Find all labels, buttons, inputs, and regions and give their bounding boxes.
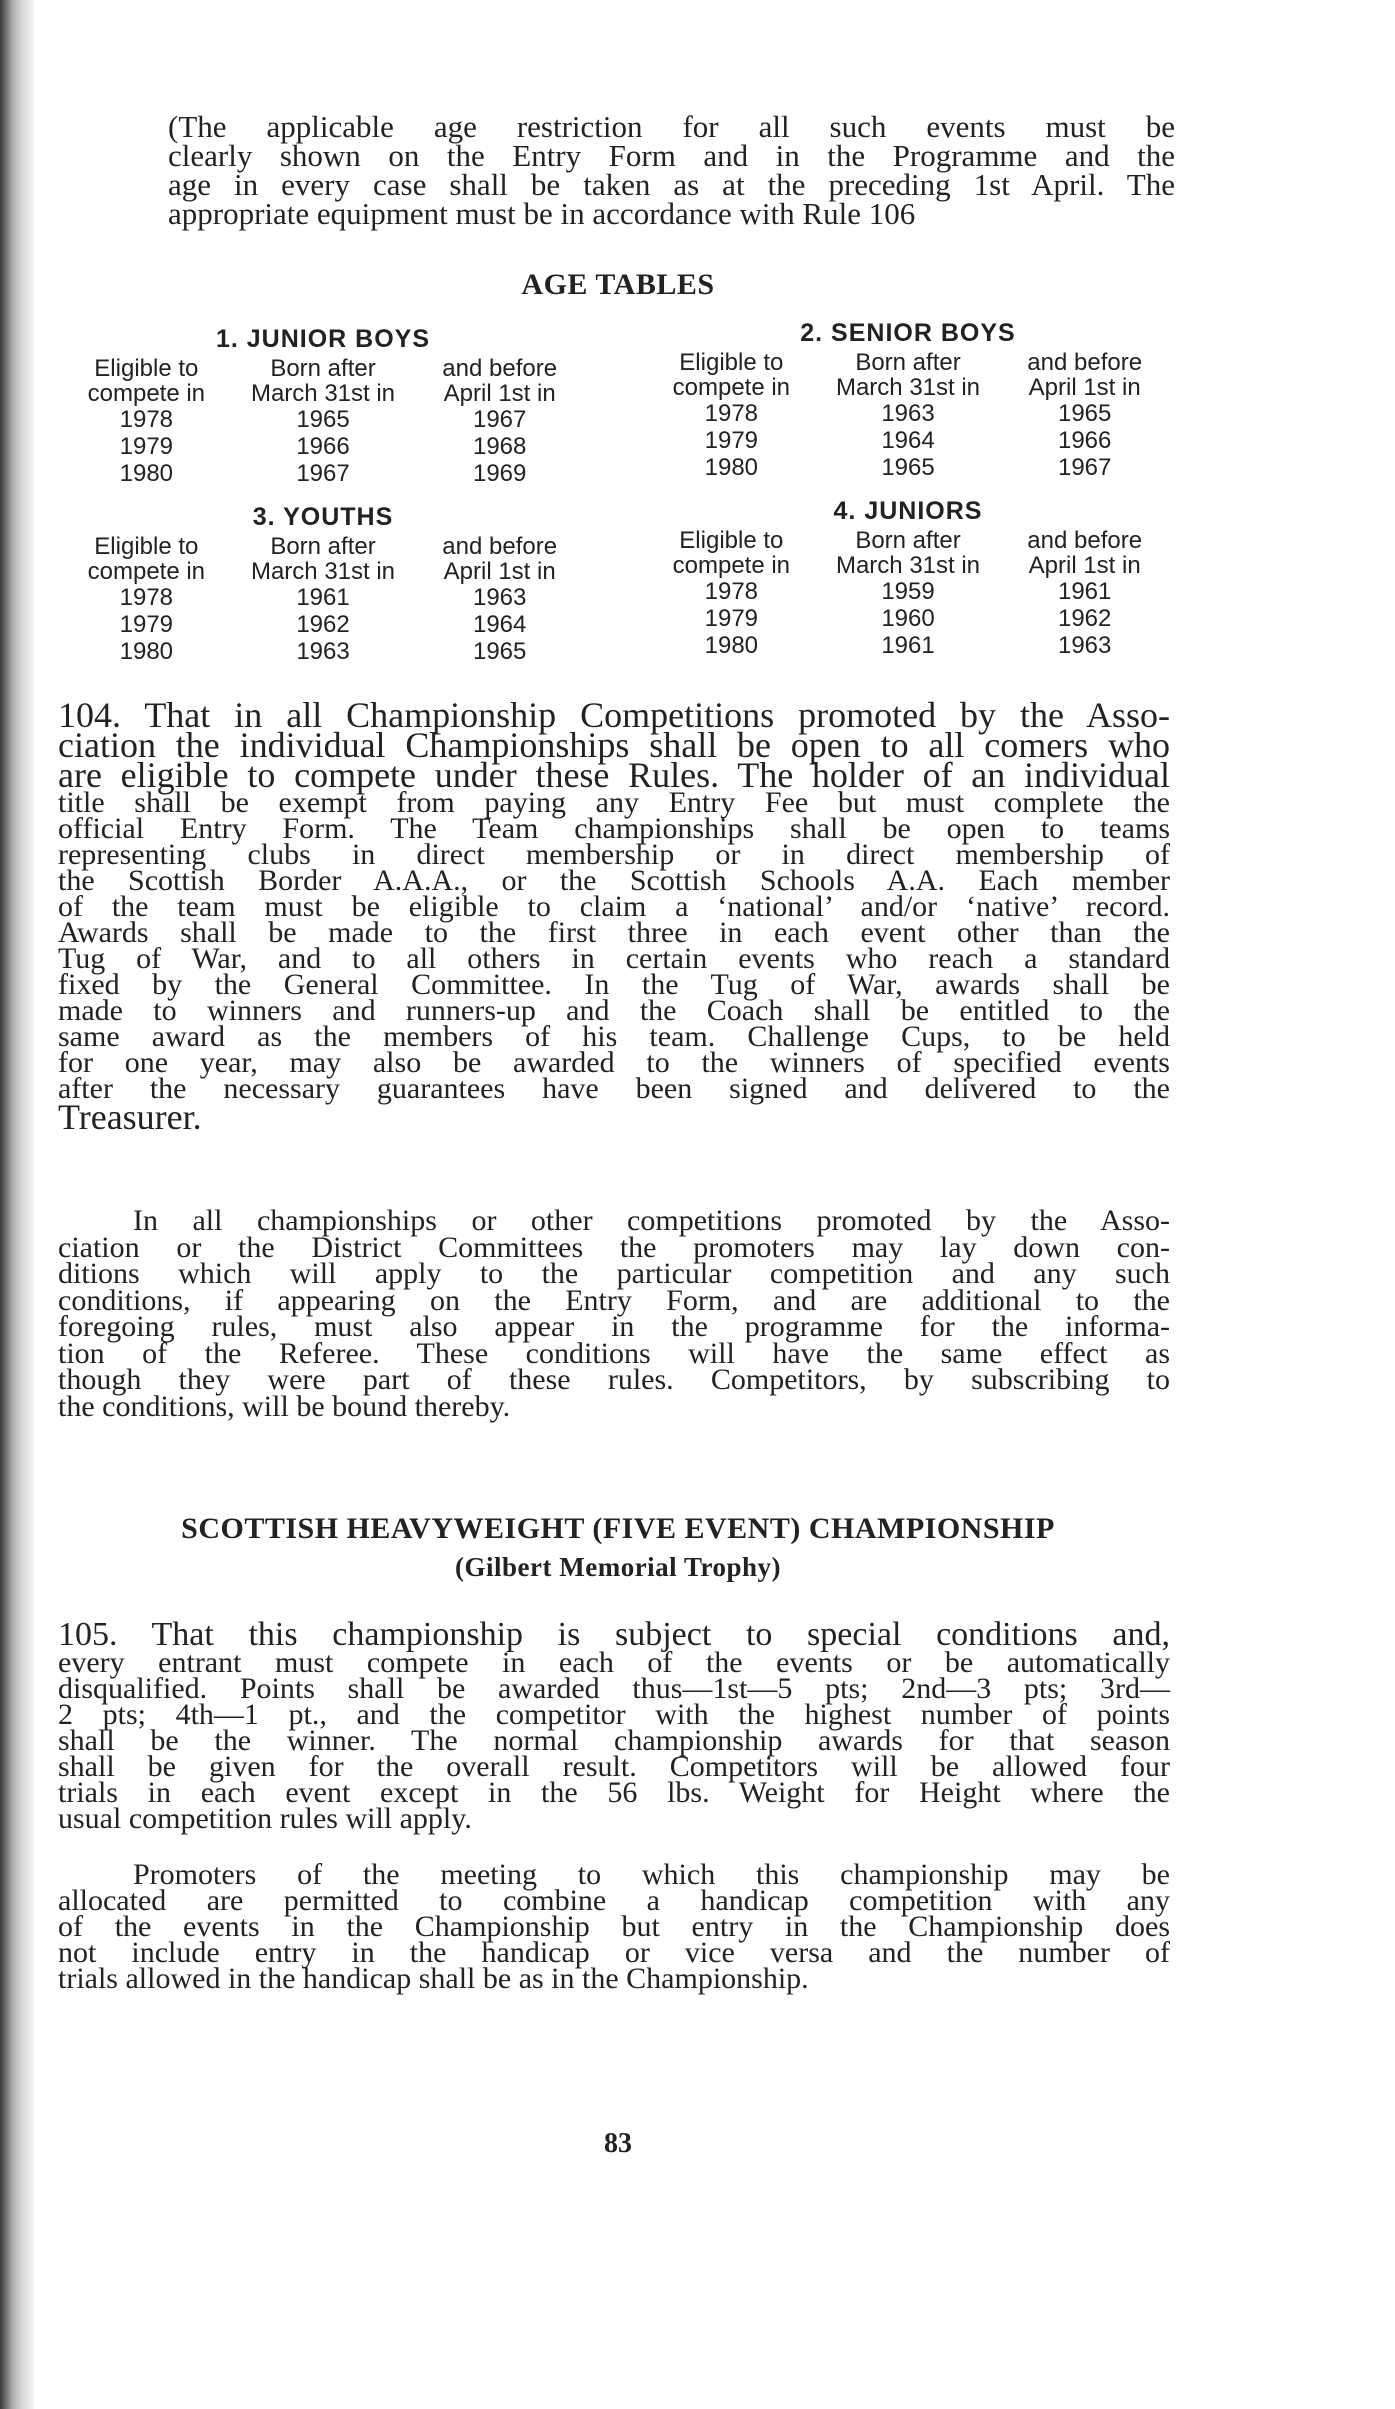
text-line: though they were part of these rules. Competitors, by subscribing to (58, 1363, 1170, 1396)
table-cell: 1961 (296, 584, 350, 611)
age-table-senior-boys (643, 316, 1173, 481)
table-cell: 1979 (119, 433, 174, 460)
column-header: and before (1027, 349, 1143, 376)
text-line: clearly shown on the Entry Form and in the Programme and the (168, 138, 1175, 173)
table-cell: 1968 (472, 433, 527, 460)
table-cell: 1967 (296, 460, 350, 487)
table-cell: 1965 (1057, 400, 1112, 427)
promoters-paragraph (58, 1858, 1170, 1995)
table-cell: 1964 (472, 611, 527, 638)
age-table-title: 3. YOUTHS (252, 503, 394, 531)
table-row (58, 406, 588, 433)
column-header: compete in (672, 374, 791, 401)
text-line: fixed by the General Committee. In the Tug of War, awards shall be (58, 968, 1170, 1001)
text-line: representing clubs in direct membership or in direct membership of (58, 838, 1170, 871)
column-header: Born after (855, 349, 961, 376)
text-line: (The applicable age restriction for all such events must be (168, 109, 1175, 144)
table-row (643, 632, 1173, 659)
table-row (58, 638, 588, 665)
page-number: 83 (604, 2128, 632, 2159)
text-line: 2 pts; 4th—1 pt., and the competitor with the highest number of points (58, 1698, 1170, 1731)
text-line: of the events in the Championship but entry in the Championship does (58, 1910, 1170, 1943)
table-cell: 1966 (296, 433, 350, 460)
table-cell: 1980 (704, 454, 759, 481)
text-line: Promoters of the meeting to which this championship may be (133, 1858, 1170, 1891)
column-header: Eligible to (679, 349, 784, 376)
table-cell: 1962 (1057, 605, 1112, 632)
text-line: 104. That in all Championship Competitions promoted by the Asso- (58, 695, 1170, 735)
column-header: March 31st in (250, 558, 396, 585)
table-cell: 1960 (881, 605, 935, 632)
table-cell: 1980 (119, 460, 174, 487)
table-cell: 1963 (472, 584, 527, 611)
column-header: April 1st in (443, 558, 556, 585)
table-cell: 1965 (881, 454, 935, 481)
text-line: tion of the Referee. These conditions will have the same effect as (58, 1336, 1170, 1370)
table-row (58, 433, 588, 460)
column-header: Born after (270, 533, 376, 560)
column-header: and before (442, 533, 558, 560)
text-line: title shall be exempt from paying any Entry Fee but must complete the (58, 786, 1170, 819)
text-line: the conditions, will be bound thereby. (58, 1389, 511, 1423)
table-cell: 1978 (119, 406, 174, 433)
column-header: March 31st in (835, 374, 981, 401)
rule-105-paragraph (58, 1616, 1170, 1835)
table-cell: 1962 (296, 611, 350, 638)
column-header: April 1st in (1028, 552, 1141, 579)
text-line: are eligible to compete under these Rules. The holder of an individual (58, 755, 1170, 795)
text-line: for one year, may also be awarded to the winners of specified events (58, 1046, 1170, 1079)
column-header: Eligible to (679, 527, 784, 554)
text-line: after the necessary guarantees have been signed and delivered to the (58, 1072, 1170, 1105)
book-page (58, 0, 1178, 2409)
table-cell: 1978 (704, 578, 759, 605)
text-line: trials allowed in the handicap shall be as in the Championship. (58, 1962, 809, 1995)
table-row (58, 460, 588, 487)
table-cell: 1961 (1057, 578, 1112, 605)
column-header: April 1st in (1028, 374, 1141, 401)
book-spine-shadow (0, 0, 34, 2409)
table-cell: 1965 (472, 638, 527, 665)
text-line: ditions which will apply to the particular competition and any such (58, 1257, 1170, 1290)
table-cell: 1979 (704, 427, 759, 454)
column-header: March 31st in (250, 380, 396, 407)
table-header-row (58, 559, 588, 584)
table-row (643, 427, 1173, 454)
text-line: age in every case shall be taken as at the preceding 1st April. The (168, 167, 1175, 202)
age-table-title: 4. JUNIORS (833, 497, 983, 525)
text-line: ciation or the District Committees the promoters may lay down con- (58, 1230, 1170, 1264)
table-row (643, 454, 1173, 481)
column-header: and before (442, 355, 558, 382)
table-cell: 1961 (881, 632, 935, 659)
age-table-youths (58, 500, 588, 665)
table-cell: 1980 (119, 638, 174, 665)
text-line: shall be the winner. The normal championship awards for that season (58, 1724, 1170, 1757)
trophy-subheading: (Gilbert Memorial Trophy) (455, 1552, 781, 1582)
text-line: foregoing rules, must also appear in the programme for the informa- (58, 1310, 1170, 1343)
table-header-row (58, 534, 588, 559)
table-header-row (643, 350, 1173, 375)
text-line: appropriate equipment must be in accordance with Rule 106 (168, 196, 916, 231)
column-header: Eligible to (94, 355, 199, 382)
text-line: trials in each event except in the 56 lbs. Weight for Height where the (58, 1776, 1170, 1809)
table-cell: 1979 (704, 605, 759, 632)
rule-104-paragraph (58, 695, 1170, 1137)
text-line: made to winners and runners-up and the Coach shall be entitled to the (58, 994, 1170, 1027)
text-line: Tug of War, and to all others in certain events who reach a standard (58, 942, 1170, 975)
table-cell: 1978 (704, 400, 759, 427)
table-cell: 1966 (1057, 427, 1112, 454)
table-header-row (643, 553, 1173, 578)
table-cell: 1963 (1057, 632, 1112, 659)
text-line: ciation the individual Championships shall be open to all comers who (58, 725, 1170, 765)
table-cell: 1978 (119, 584, 174, 611)
column-header: compete in (87, 380, 206, 407)
table-row (643, 605, 1173, 632)
table-header-row (643, 375, 1173, 400)
table-cell: 1965 (296, 406, 350, 433)
table-header-row (58, 381, 588, 406)
text-line: Treasurer. (58, 1097, 202, 1137)
age-table-juniors (643, 494, 1173, 659)
column-header: March 31st in (835, 552, 981, 579)
column-header: and before (1027, 527, 1143, 554)
table-cell: 1967 (1057, 454, 1112, 481)
age-table-title: 1. JUNIOR BOYS (215, 325, 431, 353)
table-row (643, 400, 1173, 427)
text-line: 105. That this championship is subject to special conditions and, (58, 1616, 1170, 1653)
text-line: allocated are permitted to combine a handicap competition with any (58, 1884, 1170, 1917)
table-cell: 1963 (881, 400, 935, 427)
text-line: not include entry in the handicap or vice versa and the number of (58, 1936, 1170, 1969)
text-line: same award as the members of his team. Challenge Cups, to be held (58, 1020, 1170, 1053)
column-header: Born after (270, 355, 376, 382)
table-row (643, 578, 1173, 605)
intro-paragraph (168, 109, 1175, 231)
column-header: Eligible to (94, 533, 199, 560)
text-line: usual competition rules will apply. (58, 1802, 472, 1835)
table-row (58, 611, 588, 638)
conditions-paragraph (58, 1204, 1170, 1423)
table-row (58, 584, 588, 611)
text-line: conditions, if appearing on the Entry Form, and are additional to the (58, 1283, 1170, 1317)
table-cell: 1969 (472, 460, 527, 487)
text-line: shall be given for the overall result. Competitors will be allowed four (58, 1750, 1170, 1783)
column-header: compete in (672, 552, 791, 579)
table-cell: 1967 (472, 406, 527, 433)
text-line: of the team must be eligible to claim a ‘national’ and/or ‘native’ record. (58, 890, 1170, 923)
heavyweight-championship-heading: SCOTTISH HEAVYWEIGHT (FIVE EVENT) CHAMPIONSHIP (181, 1512, 1055, 1545)
text-line: disqualified. Points shall be awarded thus—1st—5 pts; 2nd—3 pts; 3rd— (58, 1672, 1170, 1705)
age-tables-heading: AGE TABLES (521, 268, 715, 301)
column-header: April 1st in (443, 380, 556, 407)
column-header: Born after (855, 527, 961, 554)
table-header-row (58, 356, 588, 381)
age-table-title: 2. SENIOR BOYS (800, 319, 1016, 347)
text-line: every entrant must compete in each of the events or be automatically (58, 1646, 1170, 1679)
text-line: In all championships or other competitions promoted by the Asso- (133, 1204, 1170, 1237)
table-cell: 1980 (704, 632, 759, 659)
column-header: compete in (87, 558, 206, 585)
table-header-row (643, 528, 1173, 553)
table-cell: 1964 (881, 427, 935, 454)
table-cell: 1979 (119, 611, 174, 638)
table-cell: 1963 (296, 638, 350, 665)
text-line: Awards shall be made to the first three in each event other than the (58, 916, 1170, 949)
text-line: official Entry Form. The Team championships shall be open to teams (58, 812, 1170, 845)
text-line: the Scottish Border A.A.A., or the Scottish Schools A.A. Each member (58, 864, 1170, 897)
table-cell: 1959 (881, 578, 935, 605)
age-table-junior-boys (58, 322, 588, 487)
